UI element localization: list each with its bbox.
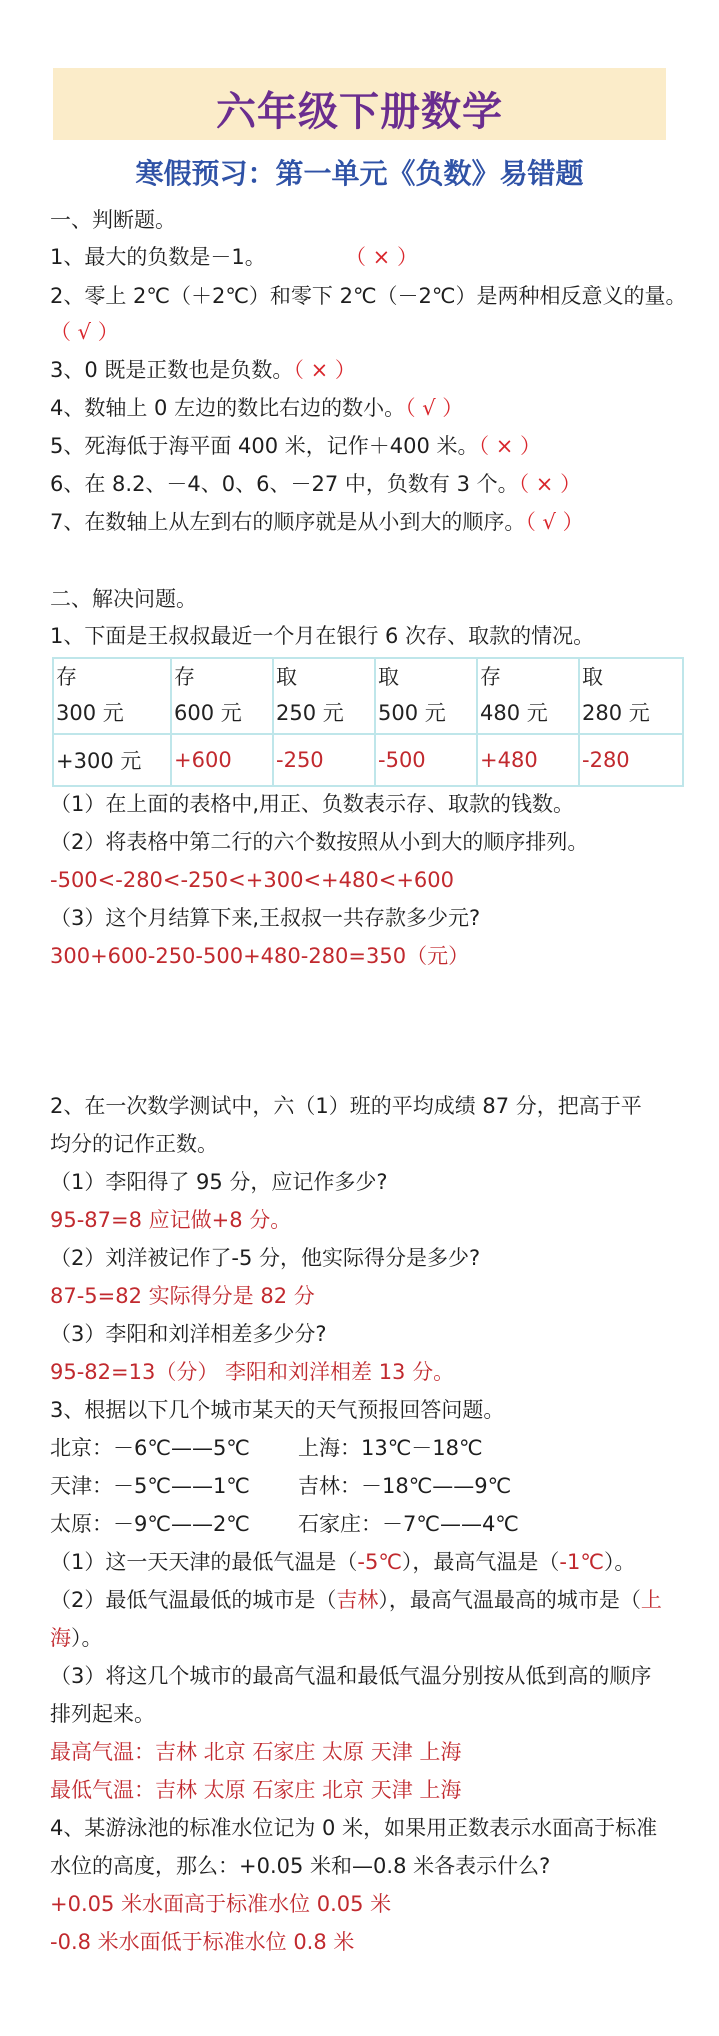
judge-item-text: 4、数轴上 0 左边的数比右边的数小。 [50,396,406,420]
answer-blank: 海 [50,1626,71,1650]
city-temp: 吉林：－18℃——9℃ [298,1474,512,1498]
q2-sub1: （1）李阳得了 95 分，应记作多少? [50,1170,388,1194]
section2-heading: 二、解决问题。 [50,587,197,611]
table-cell: -250 [273,734,375,786]
judge-item-text: 2、零上 2℃（＋2℃）和零下 2℃（－2℃）是两种相反意义的量。 [50,284,687,308]
table-cell: 存 600 元 [171,658,273,734]
q3-answer-low: 最低气温：吉林 太原 石家庄 北京 天津 上海 [50,1778,462,1802]
judge-item-2-mark [50,318,119,346]
city-temp: 石家庄：－7℃——4℃ [298,1512,519,1536]
table-row [53,734,683,786]
table-row [53,658,683,734]
q2-answer3: 95-82=13（分） 李阳和刘洋相差 13 分。 [50,1360,455,1384]
table-cell: 取 280 元 [579,658,683,734]
judge-item-text: 6、在 8.2、－4、0、6、－27 中，负数有 3 个。 [50,472,519,496]
judge-mark: （ × ） [478,434,542,458]
q3-sub3-line1: （3）将这几个城市的最高气温和最低气温分别按从低到高的顺序 [50,1664,652,1688]
judge-mark: （ × ） [518,472,582,496]
q2-answer1: 95-87=8 应记做+8 分。 [50,1208,292,1232]
q1-text: 1、下面是王叔叔最近一个月在银行 6 次存、取款的情况。 [50,624,595,648]
q2-sub3: （3）李阳和刘洋相差多少分? [50,1322,327,1346]
judge-item-text: 5、死海低于海平面 400 米，记作＋400 米。 [50,434,479,458]
judge-item-text: 1、最大的负数是－1。 [50,245,266,269]
answer-blank: -1℃ [559,1550,604,1574]
q4-line1: 4、某游泳池的标准水位记为 0 米，如果用正数表示水面高于标准 [50,1816,658,1840]
city-temp: 北京：－6℃——5℃ [50,1436,250,1460]
deposit-table [52,657,684,787]
judge-item-1 [50,243,266,271]
q2-line1: 2、在一次数学测试中，六（1）班的平均成绩 87 分，把高于平 [50,1094,642,1118]
page-subtitle: 寒假预习：第一单元《负数》易错题 [135,157,584,190]
judge-mark: （ √ ） [525,510,584,534]
judge-item-text: 3、0 既是正数也是负数。 [50,358,294,382]
judge-mark: （ × ） [293,358,356,382]
q1-sub3: （3）这个月结算下来,王叔叔一共存款多少元? [50,906,481,930]
judge-mark: （ √ ） [50,320,119,344]
page-title: 六年级下册数学 [216,89,503,135]
table-cell: +300 元 [53,734,171,786]
q4-answer2: -0.8 米水面低于标准水位 0.8 米 [50,1930,355,1954]
judge-item-5 [50,432,541,460]
judge-mark: （ √ ） [405,396,464,420]
q2-sub2: （2）刘洋被记作了-5 分，他实际得分是多少? [50,1246,481,1270]
table-cell: 存 480 元 [477,658,579,734]
city-temp: 上海：13℃－18℃ [298,1436,483,1460]
q2-answer2: 87-5=82 实际得分是 82 分 [50,1284,315,1308]
q4-answer1: +0.05 米水面高于标准水位 0.05 米 [50,1892,392,1916]
judge-mark: （ × ） [345,245,418,269]
table-cell: -280 [579,734,683,786]
q1-answer3: 300+600-250-500+480-280=350（元） [50,944,470,968]
judge-item-text: 7、在数轴上从左到右的顺序就是从小到大的顺序。 [50,510,526,534]
q2-line2: 均分的记作正数。 [50,1132,218,1156]
table-cell: +600 [171,734,273,786]
table-cell: +480 [477,734,579,786]
table-cell: -500 [375,734,477,786]
section1-heading: 一、判断题。 [50,208,176,232]
q3-answer-high: 最高气温：吉林 北京 石家庄 太原 天津 上海 [50,1740,462,1764]
q3-sub3-line2: 排列起来。 [50,1702,155,1726]
table-cell: 存 300 元 [53,658,171,734]
judge-item-4 [50,394,463,422]
judge-item-2 [50,282,687,310]
table-cell: 取 500 元 [375,658,477,734]
city-temp: 太原：－9℃——2℃ [50,1512,250,1536]
q1-sub1: （1）在上面的表格中,用正、负数表示存、取款的钱数。 [50,792,575,816]
city-temp: 天津：－5℃——1℃ [50,1474,250,1498]
q3-text: 3、根据以下几个城市某天的天气预报回答问题。 [50,1398,505,1422]
q1-answer2: -500<-280<-250<+300<+480<+600 [50,868,454,892]
table-cell: 取 250 元 [273,658,375,734]
judge-item-1-mark [345,243,418,271]
answer-blank: -5℃ [357,1550,402,1574]
q3-sub2: （2）最低气温最低的城市是（吉林），最高气温最高的城市是（上 [50,1588,662,1612]
judge-item-6 [50,470,581,498]
answer-blank: 上 [640,1588,662,1612]
judge-item-7 [50,508,584,536]
q3-sub1: （1）这一天天津的最低气温是（-5℃），最高气温是（-1℃）。 [50,1550,636,1574]
answer-blank: 吉林 [336,1588,379,1612]
q3-sub2-cont: 海）。 [50,1626,103,1650]
q1-sub2: （2）将表格中第二行的六个数按照从小到大的顺序排列。 [50,830,589,854]
judge-item-3 [50,356,356,384]
q4-line2: 水位的高度，那么：+0.05 米和—0.8 米各表示什么? [50,1854,551,1878]
